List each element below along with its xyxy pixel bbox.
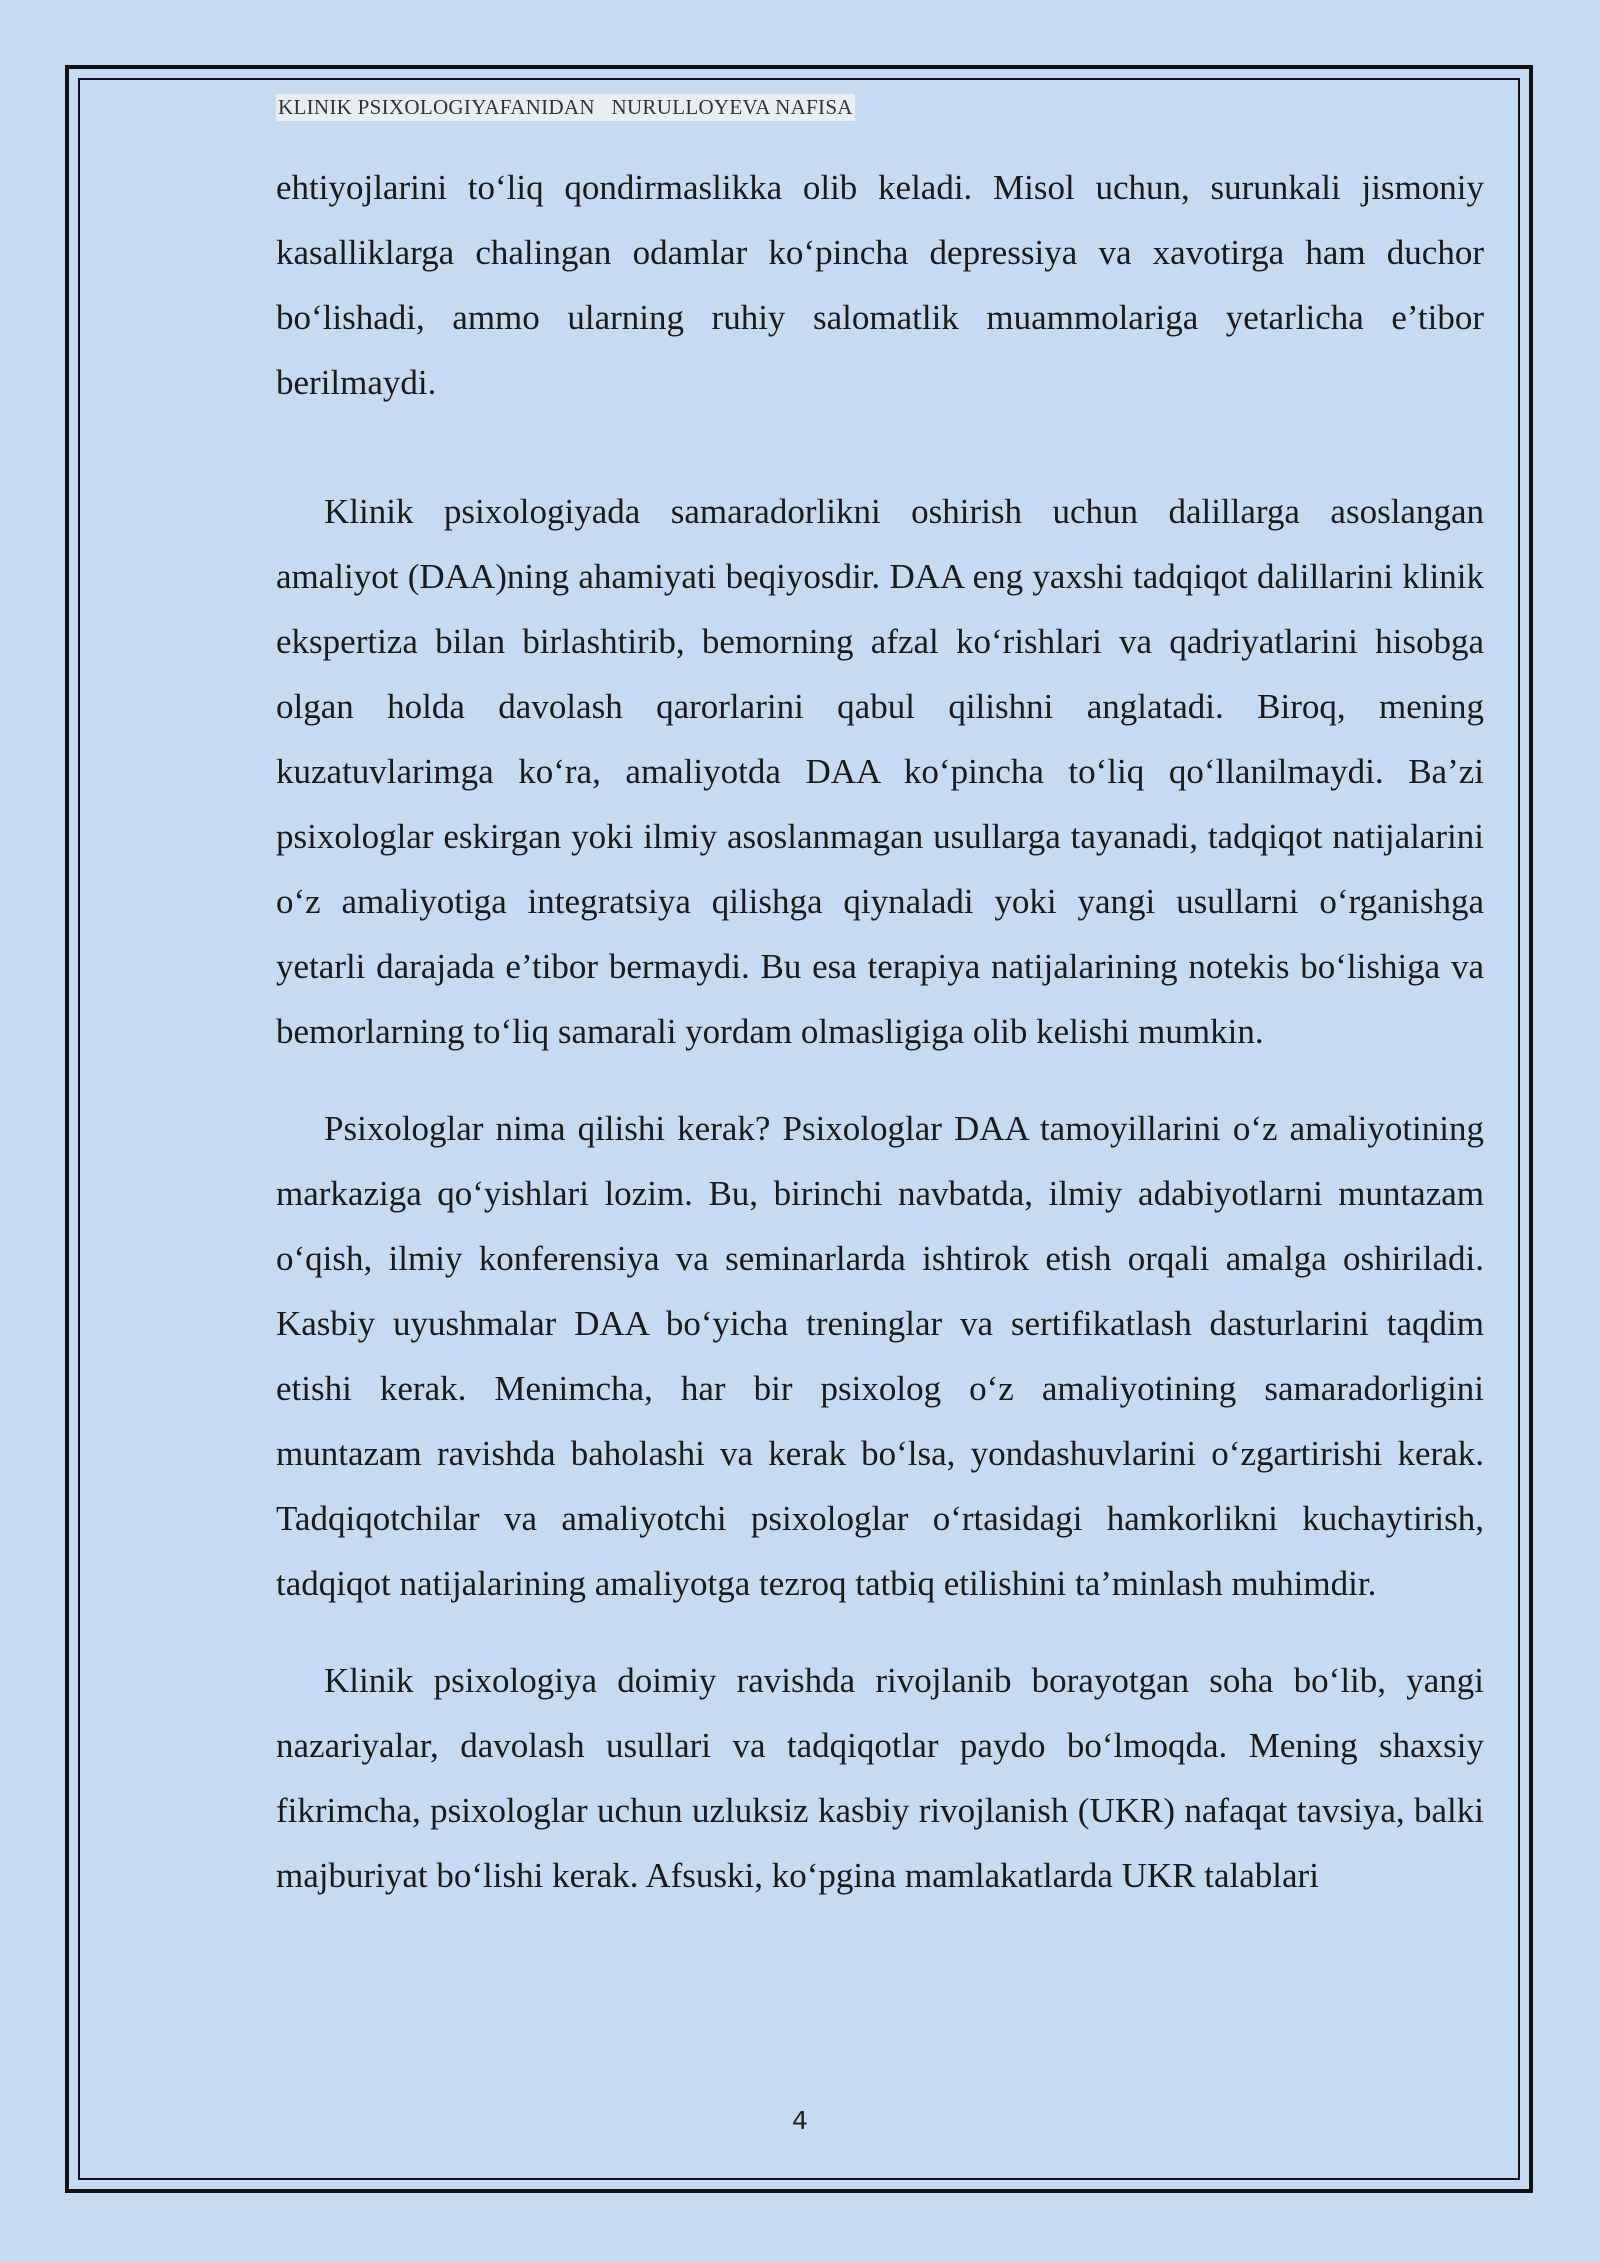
paragraph-continuation: ehtiyojlarini to‘liq qondirmaslikka olib keladi. Misol uchun, surunkali jismoniy kasalliklarga chalingan odamlar ko‘pincha depressiya va xavotirga ham duchor bo‘lishadi, ammo ularning ruhiy salomatlik muammolariga yetarlicha e’tibor berilmaydi.: [276, 168, 1484, 402]
page-number: 4: [792, 2106, 808, 2135]
page-body: [276, 155, 1484, 1908]
paragraph-psychologist-actions: Psixologlar nima qilishi kerak? Psixologlar DAA tamoyillarini o‘z amaliyotining markaziga qo‘yishlari lozim. Bu, birinchi navbatda, ilmiy adabiyotlarni muntazam o‘qish, ilmiy konferensiya va seminarlarda ishtirok etish orqali amalga oshiriladi. Kasbiy uyushmalar DAA bo‘yicha treninglar va sertifikatlash dasturlarini taqdim etishi kerak. Menimcha, har bir psixolog o‘z amaliyotining samaradorligini muntazam ravishda baholashi va kerak bo‘lsa, yondashuvlarini o‘zgartirishi kerak. Tadqiqotchilar va amaliyotchi psixologlar o‘rtasidagi hamkorlikni kuchaytirish, tadqiqot natijalarining amaliyotga tezroq tatbiq etilishini ta’minlash muhimdir.: [276, 1109, 1484, 1603]
paragraph-continuous-development: Klinik psixologiya doimiy ravishda rivojlanib borayotgan soha bo‘lib, yangi nazariyalar, davolash usullari va tadqiqotlar paydo bo‘lmoqda. Mening shaxsiy fikrimcha, psixologlar uchun uzluksiz kasbiy rivojlanish (UKR) nafaqat tavsiya, balki majburiyat bo‘lishi kerak. Afsuski, ko‘pgina mamlakatlarda UKR talablari: [276, 1661, 1484, 1895]
running-header: KLINIK PSIXOLOGIYAFANIDAN NURULLOYEVA NAFISA: [278, 95, 853, 119]
paragraph-evidence-based-practice: Klinik psixologiyada samaradorlikni oshirish uchun dalillarga asoslangan amaliyot (DAA)ning ahamiyati beqiyosdir. DAA eng yaxshi tadqiqot dalillarini klinik ekspertiza bilan birlashtirib, bemorning afzal ko‘rishlari va qadriyatlarini hisobga olgan holda davolash qarorlarini qabul qilishni anglatadi. Biroq, mening kuzatuvlarimga ko‘ra, amaliyotda DAA ko‘pincha to‘liq qo‘llanilmaydi. Ba’zi psixologlar eskirgan yoki ilmiy asoslanmagan usullarga tayanadi, tadqiqot natijalarini o‘z amaliyotiga integratsiya qilishga qiynaladi yoki yangi usullarni o‘rganishga yetarli darajada e’tibor bermaydi. Bu esa terapiya natijalarining notekis bo‘lishiga va bemorlarning to‘liq samarali yordam olmasligiga olib kelishi mumkin.: [276, 492, 1484, 1051]
